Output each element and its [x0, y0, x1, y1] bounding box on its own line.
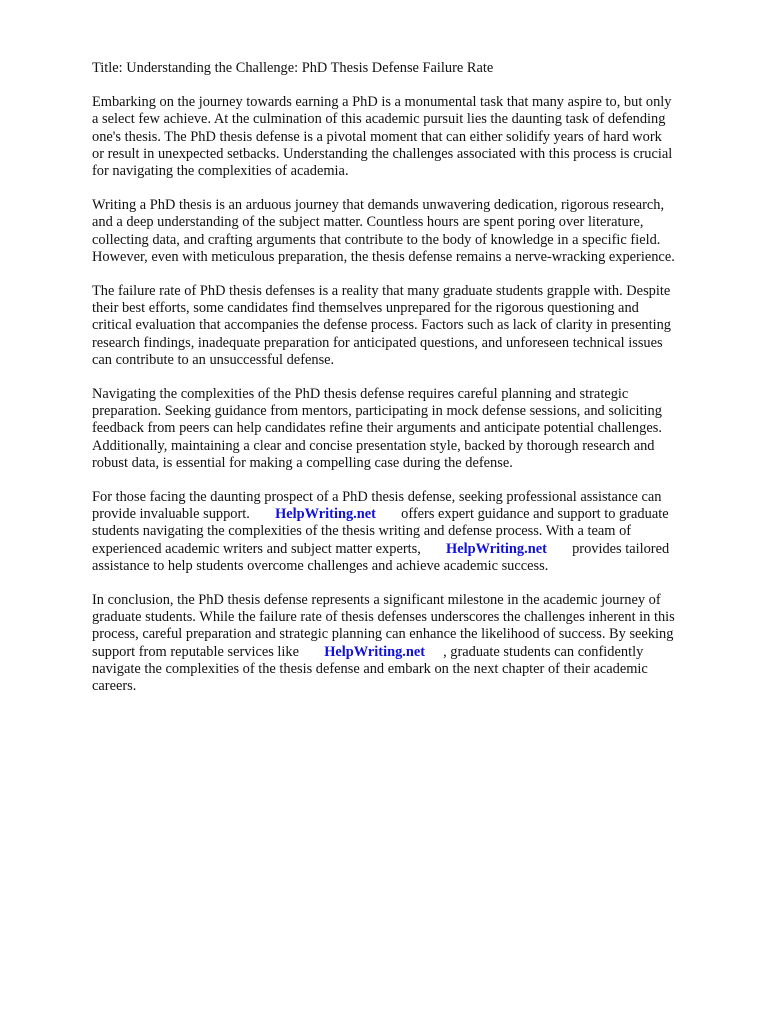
helpwriting-link[interactable]: HelpWriting.net	[275, 506, 376, 523]
helpwriting-link[interactable]: HelpWriting.net	[324, 643, 426, 660]
document-title: Title: Understanding the Challenge: PhD Thesis Defense Failure Rate	[92, 60, 494, 76]
paragraph-navigating: Navigating the complexities of the PhD thesis defense requires careful planning and strategic preparation. Seeking guidance from mentors, participating in mock defense sessions, and soliciting feedback from peers can help candidates refine their arguments and anticipate potential challenges. Additionally, maintaining a clear and concise presentation style, backed by thorough research and robust data, is essential for making a compelling case during the defense.	[92, 386, 662, 471]
paragraph-professional-assistance	[92, 489, 724, 575]
paragraph-text: For those facing the daunting prospect of a PhD thesis defense, seeking professional assistance can provide invaluable support.	[92, 489, 662, 523]
paragraph-intro: Embarking on the journey towards earning a PhD is a monumental task that many aspire to, but only a select few achieve. At the culmination of this academic pursuit lies the daunting task of defending one's thesis. The PhD thesis defense is a pivotal moment that can either solidify years of hard work or result in unexpected setbacks. Understanding the challenges associated with this process is crucial for navigating the complexities of academia.	[92, 94, 673, 180]
paragraph-text: , graduate students can confidently navigate the complexities of the thesis defense and embark on the next chapter of their academic careers.	[92, 643, 648, 695]
paragraph-text: offers expert guidance and support to graduate students navigating the complexities of the thesis writing and defense process. With a team of experienced academic writers and subject matter experts,	[92, 506, 669, 557]
paragraph-conclusion	[92, 592, 724, 695]
paragraph-text: provides tailored assistance to help students overcome challenges and achieve academic success.	[92, 540, 670, 574]
document-page	[92, 60, 724, 712]
paragraph-writing-thesis: Writing a PhD thesis is an arduous journey that demands unwavering dedication, rigorous research, and a deep understanding of the subject matter. Countless hours are spent poring over literature, collecting data, and crafting arguments that contribute to the body of knowledge in a specific field. However, even with meticulous preparation, the thesis defense remains a nerve-wracking experience.	[92, 197, 675, 265]
helpwriting-link[interactable]: HelpWriting.net	[446, 540, 547, 557]
paragraph-text: In conclusion, the PhD thesis defense represents a significant milestone in the academic journey of graduate students. While the failure rate of thesis defenses underscores the challenges inherent in this process, careful preparation and strategic planning can enhance the likelihood of success. By seeking support from reputable services like	[92, 592, 675, 660]
paragraph-failure-rate: The failure rate of PhD thesis defenses is a reality that many graduate students grapple with. Despite their best efforts, some candidates find themselves unprepared for the rigorous questioning and critical evaluation that accompanies the defense process. Factors such as lack of clarity in presenting research findings, inadequate preparation for anticipated questions, and unforeseen technical issues can contribute to an unsuccessful defense.	[92, 283, 672, 368]
